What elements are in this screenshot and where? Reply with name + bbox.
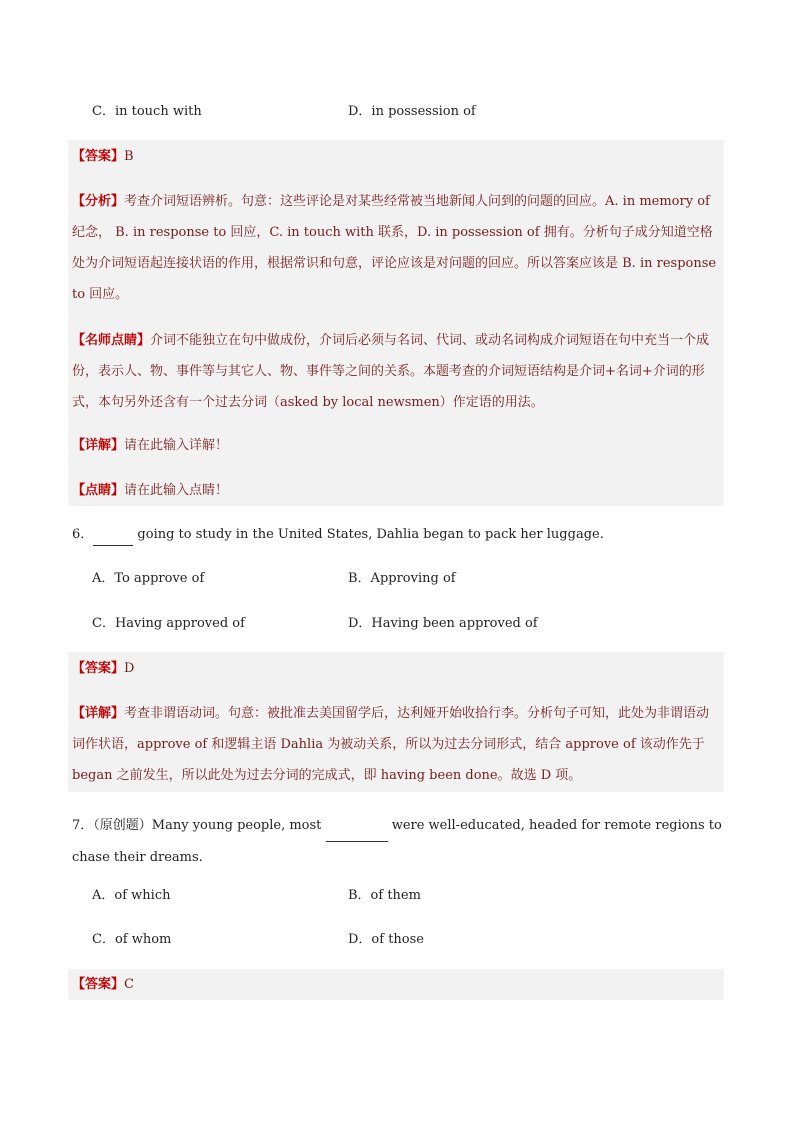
q7-option-a: A．of which bbox=[92, 888, 171, 903]
tip-tag: 【名师点睛】 bbox=[72, 333, 151, 348]
q7-option-d: D．of those bbox=[348, 932, 424, 947]
q6-stem-text: going to study in the United States, Dahlia began to pack her luggage. bbox=[137, 527, 604, 542]
q7-answer-line bbox=[72, 969, 720, 1000]
analysis-text: 考查介词短语辨析。句意：这些评论是对某些经常被当地新闻人问到的问题的回应。A. in memory of 纪念， B. in response to 回应，C. in touch with 联系，D. in possession of 拥有。分析句子成分知道空格处为介词短语起连接状语的作用，根据常识和句意，评论应该是对问题的回应。所以答案应该是 B. in response to 回应。 bbox=[72, 194, 717, 302]
q7-stem bbox=[72, 810, 724, 873]
q7-source: （原创题） bbox=[93, 818, 152, 833]
answer-tag: 【答案】 bbox=[72, 661, 125, 676]
answer-value: B bbox=[124, 149, 134, 164]
q7-answer-block bbox=[68, 969, 724, 1000]
q7-stem-before: Many young people, most bbox=[151, 818, 322, 833]
q5-answer-line bbox=[72, 141, 720, 172]
q6-option-d: D．Having been approved of bbox=[348, 616, 538, 631]
q5-analysis bbox=[72, 186, 720, 310]
q5-detail bbox=[72, 430, 720, 461]
q7-stem-after: were well-educated, headed for remote regions to chase their dreams. bbox=[72, 818, 722, 865]
q7-number: 7． bbox=[72, 818, 94, 833]
detail-tag: 【详解】 bbox=[72, 438, 125, 453]
q6-answer-block bbox=[68, 652, 724, 792]
q6-option-b: B．Approving of bbox=[348, 571, 456, 586]
point-text: 请在此输入点睛！ bbox=[124, 483, 229, 498]
q6-blank bbox=[93, 525, 133, 546]
q7-blank bbox=[326, 810, 388, 842]
detail-tag: 【详解】 bbox=[72, 706, 125, 721]
detail-text: 请在此输入详解！ bbox=[124, 438, 229, 453]
analysis-tag: 【分析】 bbox=[72, 194, 125, 209]
q5-option-c: C．in touch with bbox=[92, 104, 202, 119]
q5-option-d: D．in possession of bbox=[348, 104, 476, 119]
q6-detail bbox=[72, 698, 720, 791]
q6-option-c: C．Having approved of bbox=[92, 616, 245, 631]
answer-tag: 【答案】 bbox=[72, 149, 125, 164]
q6-stem bbox=[72, 525, 724, 546]
detail-text: 考查非谓语动词。句意：被批准去美国留学后，达利娅开始收拾行李。分析句子可知，此处为非谓语动词作状语，approve of 和逻辑主语 Dahlia 为被动关系，所以为过去分词形式，结合 approve of 该动作先于 began 之前发生，所以此处为过去分词的完成式，即 having been done。故选 D 项。 bbox=[72, 706, 710, 783]
answer-value: C bbox=[124, 977, 134, 992]
q5-tip bbox=[72, 325, 720, 418]
q6-option-a: A．To approve of bbox=[92, 571, 205, 586]
tip-text: 介词不能独立在句中做成份，介词后必须与名词、代词、或动名词构成介词短语在句中充当一个成份，表示人、物、事件等与其它人、物、事件等之间的关系。本题考查的介词短语结构是介词+名词+介词的形式，本句另外还含有一个过去分词（asked by local newsmen）作定语的用法。 bbox=[72, 333, 710, 410]
q7-option-c: C．of whom bbox=[92, 932, 172, 947]
answer-tag: 【答案】 bbox=[72, 977, 125, 992]
point-tag: 【点睛】 bbox=[72, 483, 125, 498]
q6-answer-line bbox=[72, 653, 720, 684]
q7-option-b: B．of them bbox=[348, 888, 421, 903]
answer-value: D bbox=[124, 661, 135, 676]
q6-number: 6． bbox=[72, 527, 94, 542]
q5-answer-block bbox=[68, 140, 724, 506]
q5-point bbox=[72, 475, 720, 506]
